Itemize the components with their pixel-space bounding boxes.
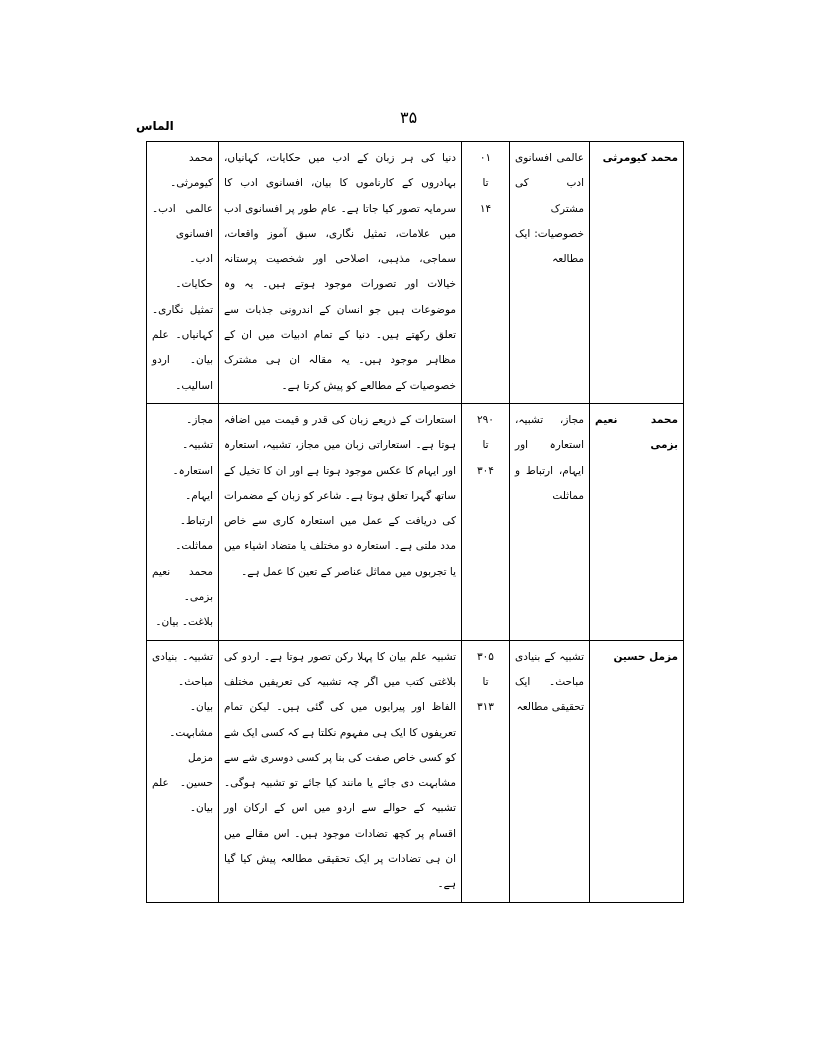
page-start: ۳۰۵: [477, 650, 494, 663]
page-to: تا: [482, 675, 489, 688]
page-start: ۰۱: [479, 152, 492, 164]
author-cell: محمد کیومرثی: [590, 142, 684, 404]
author-cell: محمد نعیم بزمی: [590, 403, 684, 640]
page-start: ۲۹۰: [477, 413, 494, 426]
pages-cell: [462, 403, 510, 640]
page-number: ۳۵: [400, 108, 418, 127]
article-index-table: [146, 141, 684, 903]
title-cell: عالمی افسانوی ادب کی مشترک خصوصیات: ایک مطالعہ: [510, 142, 590, 404]
page-to: تا: [482, 439, 489, 452]
pages-cell: [462, 142, 510, 404]
title-cell: تشبیہ کے بنیادی مباحث۔ ایک تحقیقی مطالعہ: [510, 640, 590, 902]
summary-cell: تشبیہ علم بیان کا پہلا رکن تصور ہوتا ہے۔ اردو کی بلاغتی کتب میں اگر چہ تشبیہ کی تعریفیں مختلف الفاظ اور پیرایوں میں کی گئی ہیں۔ لیکن تمام تعریفوں کا ایک ہی مفہوم نکلتا ہے کہ کسی ایک شے کو کسی خاص صفت کی بنا پر کسی دوسری شے سے مشابہت دی جائے یا مانند کیا جائے تو تشبیہ ہوگی۔ تشبیہ کے حوالے سے اردو میں اس کے ارکان اور اقسام پر کچھ تضادات موجود ہیں۔ اس مقالے میں ان ہی تضادات پر ایک تحقیقی مطالعہ پیش کیا گیا ہے۔: [219, 640, 462, 902]
table-row: [147, 142, 684, 404]
author-cell: مزمل حسین: [590, 640, 684, 902]
pages-cell: [462, 640, 510, 902]
keywords-cell: محمد کیومرثی۔ عالمی ادب۔ افسانوی ادب۔ حکایات۔ تمثیل نگاری۔ کہانیاں۔ علم بیان۔ اردو اسالیب۔: [147, 142, 219, 404]
summary-cell: استعارات کے ذریعے زبان کی قدر و قیمت میں اضافہ ہوتا ہے۔ استعاراتی زبان میں مجاز، تشبیہ، استعارہ اور ایہام کا عکس موجود ہوتا ہے اور ان کا تخیل کے ساتھ گہرا تعلق ہوتا ہے۔ شاعر کو زبان کے مضمرات کی دریافت کے عمل میں استعارہ کاری سے خاص مدد ملتی ہے۔ استعارہ دو مختلف یا متضاد اشیاء میں یا تجربوں میں مماثل عناصر کے تعین کا عمل ہے۔: [219, 403, 462, 640]
table-row: [147, 640, 684, 902]
page-end: ۱۴: [479, 202, 492, 215]
title-cell: مجاز، تشبیہ، استعارہ اور ایہام، ارتباط و مماثلت: [510, 403, 590, 640]
page-end: ۳۱۳: [477, 701, 494, 714]
table-row: [147, 403, 684, 640]
keywords-cell: تشبیہ۔ بنیادی مباحث۔ بیان۔ مشابہت۔ مزمل حسین۔ علم بیان۔: [147, 640, 219, 902]
keywords-cell: مجاز۔ تشبیہ۔ استعارہ۔ ایہام۔ ارتباط۔ مماثلت۔ محمد نعیم بزمی۔ بلاغت۔ بیان۔: [147, 403, 219, 640]
page-to: تا: [482, 177, 489, 190]
summary-cell: دنیا کی ہر زبان کے ادب میں حکایات، کہانیاں، بہادروں کے کارناموں کا بیان، افسانوی ادب کا سرمایہ تصور کیا جاتا ہے۔ عام طور پر افسانوی ادب میں علامات، تمثیل نگاری، سبق آموز واقعات، سماجی، مذہبی، اصلاحی اور شخصیت پرستانہ خیالات اور تصورات موجود ہوتے ہیں۔ یہ وہ موضوعات ہیں جو انسان کے اندرونی جذبات سے تعلق رکھتے ہیں۔ دنیا کے تمام ادبیات میں ان کے مظاہر موجود ہیں۔ یہ مقالہ ان ہی مشترک خصوصیات کے مطالعے کو پیش کرتا ہے۔: [219, 142, 462, 404]
journal-title: الماس: [136, 119, 174, 133]
page-end: ۳۰۴: [477, 464, 494, 477]
